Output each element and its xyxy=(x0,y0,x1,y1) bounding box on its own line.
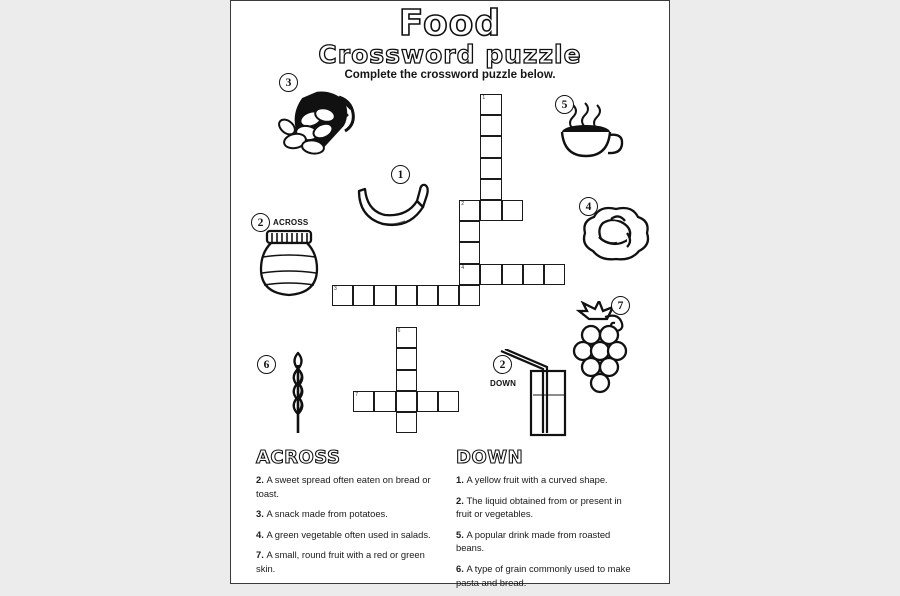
clue-number-badge-5: 5 xyxy=(555,95,574,114)
clue-text: A type of grain commonly used to make pasta and bread. xyxy=(456,562,631,588)
clue-number-badge-2: 2 xyxy=(251,213,270,232)
crossword-cell[interactable] xyxy=(502,200,523,221)
page-title: Food xyxy=(398,3,502,44)
clue-item xyxy=(256,528,438,542)
clue-number-badge-4: 4 xyxy=(579,197,598,216)
crossword-cell[interactable] xyxy=(459,200,480,221)
banana-icon xyxy=(353,179,435,229)
clue-number-badge-7: 7 xyxy=(611,296,630,315)
clue-text: The liquid obtained from or present in fruit or vegetables. xyxy=(456,494,622,520)
crossword-cell[interactable] xyxy=(396,391,417,412)
clue-text: A sweet spread often eaten on bread or toast. xyxy=(256,474,431,499)
grapes-icon xyxy=(569,301,637,397)
clue-direction-label: DOWN xyxy=(490,379,517,388)
clue-text: A yellow fruit with a curved shape. xyxy=(466,474,608,485)
clue-text: A popular drink made from roasted beans. xyxy=(456,528,611,554)
crossword-cell[interactable] xyxy=(459,242,480,263)
clue-direction-label: ACROSS xyxy=(273,218,309,227)
crossword-cell[interactable] xyxy=(480,264,501,285)
clue-item xyxy=(256,548,438,575)
clue-number-badge-3: 3 xyxy=(279,73,298,92)
crossword-cell[interactable] xyxy=(480,158,501,179)
crossword-cell[interactable] xyxy=(353,391,374,412)
clue-text: A green vegetable often used in salads. xyxy=(266,528,431,540)
jam-jar-icon xyxy=(249,223,329,301)
worksheet-page xyxy=(230,0,670,588)
cell-number: 6 xyxy=(397,328,401,335)
clue-item xyxy=(256,507,438,521)
down-clue-list xyxy=(456,473,638,589)
crossword-cell[interactable] xyxy=(459,285,480,306)
clue-number: 5. xyxy=(456,528,467,540)
crossword-cell[interactable] xyxy=(374,391,395,412)
crossword-cell[interactable] xyxy=(332,285,353,306)
cell-number: 4 xyxy=(461,264,464,271)
crossword-cell[interactable] xyxy=(459,221,480,242)
crossword-cell[interactable] xyxy=(459,264,480,285)
crossword-cell[interactable] xyxy=(396,285,417,306)
cell-number: 3 xyxy=(334,285,337,292)
down-heading: DOWN xyxy=(456,447,524,468)
crossword-cell[interactable] xyxy=(502,264,523,285)
crossword-cell[interactable] xyxy=(353,285,374,306)
page-subtitle: Crossword puzzle xyxy=(318,40,582,69)
instruction-text: Complete the crossword puzzle below. xyxy=(344,69,556,81)
crossword-cell[interactable] xyxy=(438,391,459,412)
clue-item xyxy=(456,494,638,521)
crossword-cell[interactable] xyxy=(396,327,417,348)
crossword-cell[interactable] xyxy=(480,94,501,115)
across-heading: ACROSS xyxy=(256,447,341,468)
clue-number-badge-1: 1 xyxy=(391,165,410,184)
crossword-cell[interactable] xyxy=(417,285,438,306)
clue-item xyxy=(456,473,638,487)
down-clue-column xyxy=(456,447,638,596)
across-clue-column xyxy=(256,447,438,583)
crossword-cell[interactable] xyxy=(480,200,501,221)
crossword-cell[interactable] xyxy=(396,348,417,369)
crossword-cell[interactable] xyxy=(417,391,438,412)
crossword-cell[interactable] xyxy=(480,115,501,136)
clue-number: 7. xyxy=(256,549,267,561)
clue-text: A small, round fruit with a red or green skin. xyxy=(256,549,425,574)
clue-number-badge-6: 6 xyxy=(257,355,276,374)
clue-item xyxy=(456,528,638,555)
cell-number: 2 xyxy=(461,201,464,207)
across-clue-list xyxy=(256,473,438,576)
wheat-icon xyxy=(269,351,327,435)
clue-number: 6. xyxy=(456,562,467,574)
crossword-cell[interactable] xyxy=(438,285,459,306)
clue-number: 1. xyxy=(456,474,467,485)
crossword-cell[interactable] xyxy=(544,264,565,285)
crossword-cell[interactable] xyxy=(523,264,544,285)
crossword-cell[interactable] xyxy=(396,412,417,433)
crossword-cell[interactable] xyxy=(480,179,501,200)
clue-number: 4. xyxy=(256,528,267,540)
clue-item xyxy=(456,562,638,589)
crossword-cell[interactable] xyxy=(396,370,417,391)
clue-number: 3. xyxy=(256,508,267,520)
clue-number: 2. xyxy=(256,474,267,485)
cell-number: 1 xyxy=(482,95,486,101)
crossword-cell[interactable] xyxy=(480,136,501,157)
cell-number: 7 xyxy=(355,391,358,398)
crossword-cell[interactable] xyxy=(374,285,395,306)
clue-text: A snack made from potatoes. xyxy=(266,508,388,520)
clue-number: 2. xyxy=(456,494,467,506)
clue-item xyxy=(256,473,438,500)
clue-number-badge-2: 2 xyxy=(493,355,512,374)
